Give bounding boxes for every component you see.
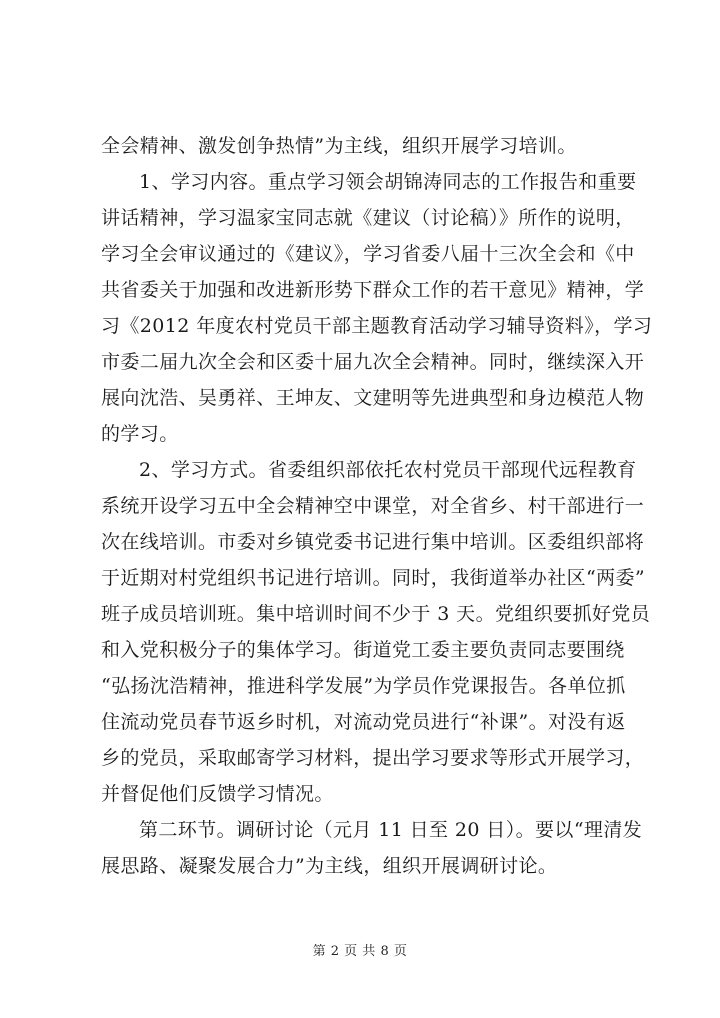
text-line: 并督促他们反馈学习情况。 (101, 783, 334, 805)
text-line: 习《2012 年度农村党员干部主题教育活动学习辅导资料》，学习 (101, 315, 653, 337)
document-body (101, 128, 653, 884)
text-line: 展向沈浩、吴勇祥、王坤友、文建明等先进典型和身边模范人物 (101, 387, 645, 409)
text-line: 乡的党员，采取邮寄学习材料，提出学习要求等形式开展学习， (101, 747, 645, 769)
text-line: 次在线培训。市委对乡镇党委书记进行集中培训。区委组织部将 (101, 531, 645, 553)
text-line: 全会精神、激发创争热情”为主线，组织开展学习培训。 (101, 135, 577, 157)
text-line: 第二环节。调研讨论（元月 11 日至 20 日）。要以“理清发 (139, 819, 643, 841)
text-line: 1、学习内容。重点学习领会胡锦涛同志的工作报告和重要 (139, 171, 637, 193)
text-line: 展思路、凝聚发展合力”为主线，组织开展调研讨论。 (101, 855, 558, 877)
text-line: 和入党积极分子的集体学习。街道党工委主要负责同志要围绕 (101, 639, 625, 661)
text-line: “弘扬沈浩精神，推进科学发展”为学员作党课报告。各单位抓 (101, 675, 626, 697)
text-line: 的学习。 (101, 423, 179, 445)
text-line: 讲话精神，学习温家宝同志就《建议（讨论稿）》所作的说明， (101, 207, 635, 229)
text-line: 学习全会审议通过的《建议》，学习省委八届十三次全会和《中 (101, 243, 635, 265)
text-line: 系统开设学习五中全会精神空中课堂，对全省乡、村干部进行一 (101, 495, 645, 517)
text-line: 住流动党员春节返乡时机，对流动党员进行“补课”。对没有返 (101, 711, 626, 733)
text-line: 共省委关于加强和改进新形势下群众工作的若干意见》精神，学 (101, 279, 645, 301)
text-line: 市委二届九次全会和区委十届九次全会精神。同时，继续深入开 (101, 351, 645, 373)
text-line: 于近期对村党组织书记进行培训。同时，我街道举办社区“两委” (101, 567, 646, 589)
page-footer: 第 2 页 共 8 页 (312, 944, 408, 959)
text-line: 班子成员培训班。集中培训时间不少于 3 天。党组织要抓好党员 (101, 603, 651, 625)
text-line: 2、学习方式。省委组织部依托农村党员干部现代远程教育 (139, 459, 637, 481)
